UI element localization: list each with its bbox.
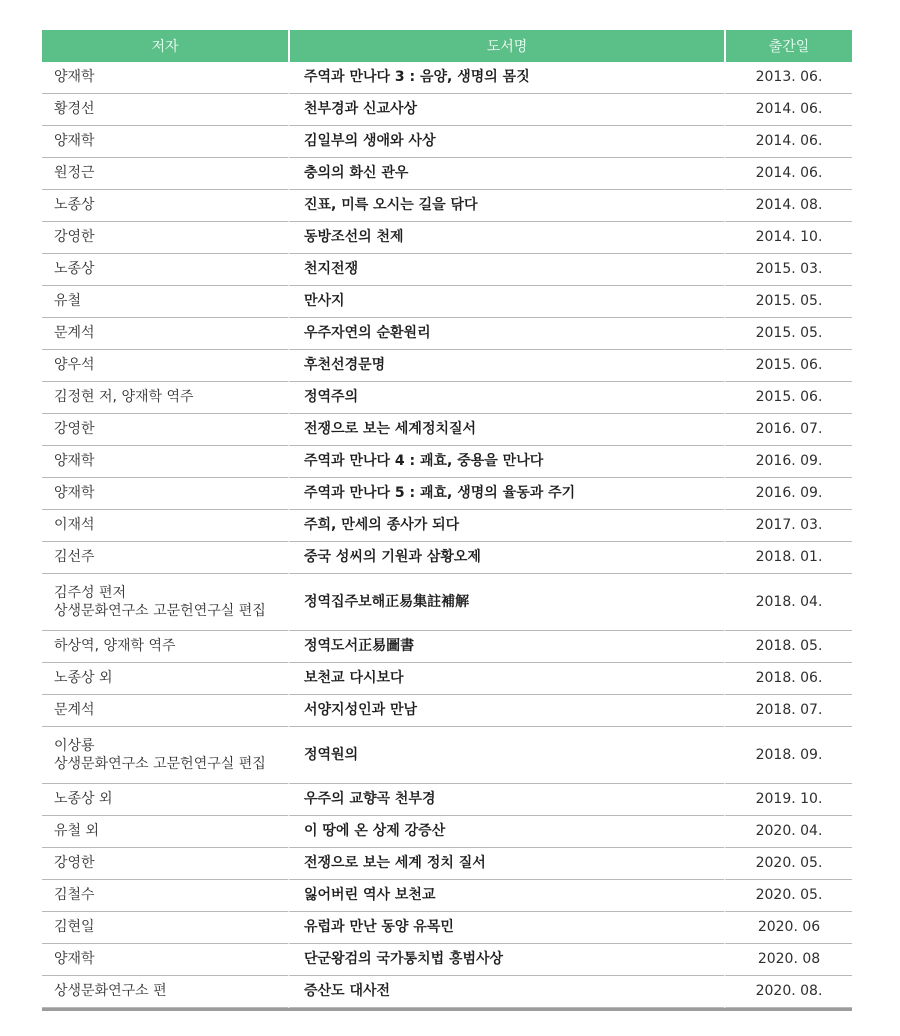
date-cell: 2020. 05. (724, 880, 852, 912)
header-title: 도서명 (288, 30, 724, 62)
author-line: 원정근 (54, 165, 95, 182)
header-author: 저자 (42, 30, 288, 62)
date-cell: 2019. 10. (724, 784, 852, 816)
table-row (42, 848, 852, 880)
table-row (42, 254, 852, 286)
table-row (42, 126, 852, 158)
title-cell: 후천선경문명 (288, 350, 724, 382)
author-line: 강영한 (54, 855, 95, 872)
author-line: 상생문화연구소 편 (54, 983, 167, 1000)
author-line: 김주성 편저 (54, 584, 127, 601)
table-body (42, 62, 852, 1008)
header-date: 출간일 (724, 30, 852, 62)
author-cell (42, 848, 288, 880)
table-row (42, 944, 852, 976)
author-line: 김철수 (54, 887, 95, 904)
title-cell: 우주의 교향곡 천부경 (288, 784, 724, 816)
title-cell: 천지전쟁 (288, 254, 724, 286)
date-cell: 2020. 05. (724, 848, 852, 880)
title-cell: 정역도서正易圖書 (288, 631, 724, 663)
title-cell: 잃어버린 역사 보천교 (288, 880, 724, 912)
table-row (42, 912, 852, 944)
author-cell (42, 944, 288, 976)
author-cell (42, 784, 288, 816)
title-cell: 정역집주보해正易集註補解 (288, 574, 724, 631)
author-cell (42, 727, 288, 784)
title-cell: 김일부의 생애와 사상 (288, 126, 724, 158)
title-cell: 서양지성인과 만남 (288, 695, 724, 727)
author-cell (42, 350, 288, 382)
author-line: 김선주 (54, 549, 95, 566)
title-cell: 증산도 대사전 (288, 976, 724, 1008)
book-list (42, 30, 852, 1011)
author-line: 유철 외 (54, 823, 100, 840)
author-line: 강영한 (54, 229, 95, 246)
table-row (42, 510, 852, 542)
table-row (42, 727, 852, 784)
date-cell: 2014. 06. (724, 158, 852, 190)
title-cell: 만사지 (288, 286, 724, 318)
author-line: 양재학 (54, 69, 95, 86)
author-cell (42, 880, 288, 912)
table-header-row (42, 30, 852, 62)
title-cell: 이 땅에 온 상제 강증산 (288, 816, 724, 848)
table-row (42, 663, 852, 695)
author-line: 노종상 (54, 261, 95, 278)
author-line: 하상역, 양재학 역주 (54, 638, 176, 655)
date-cell: 2013. 06. (724, 62, 852, 94)
author-cell (42, 574, 288, 631)
date-cell: 2020. 08. (724, 976, 852, 1008)
author-cell (42, 663, 288, 695)
author-cell (42, 286, 288, 318)
author-cell (42, 478, 288, 510)
date-cell: 2020. 06 (724, 912, 852, 944)
date-cell: 2020. 08 (724, 944, 852, 976)
table-row (42, 542, 852, 574)
date-cell: 2014. 06. (724, 94, 852, 126)
title-cell: 동방조선의 천제 (288, 222, 724, 254)
table-row (42, 94, 852, 126)
author-cell (42, 912, 288, 944)
author-line: 상생문화연구소 고문헌연구실 편집 (54, 756, 266, 772)
title-cell: 유럽과 만난 동양 유목민 (288, 912, 724, 944)
author-cell (42, 816, 288, 848)
table-row (42, 574, 852, 631)
title-cell: 단군왕검의 국가통치법 홍범사상 (288, 944, 724, 976)
author-cell (42, 190, 288, 222)
author-cell (42, 414, 288, 446)
author-line: 문계석 (54, 702, 95, 719)
date-cell: 2018. 06. (724, 663, 852, 695)
author-cell (42, 542, 288, 574)
author-line: 이재석 (54, 517, 95, 534)
author-line: 상생문화연구소 고문헌연구실 편집 (54, 603, 266, 619)
date-cell: 2020. 04. (724, 816, 852, 848)
title-cell: 전쟁으로 보는 세계 정치 질서 (288, 848, 724, 880)
author-line: 양우석 (54, 357, 95, 374)
date-cell: 2018. 09. (724, 727, 852, 784)
author-cell (42, 62, 288, 94)
author-cell (42, 254, 288, 286)
title-cell: 충의의 화신 관우 (288, 158, 724, 190)
date-cell: 2014. 06. (724, 126, 852, 158)
date-cell: 2016. 07. (724, 414, 852, 446)
author-line: 양재학 (54, 485, 95, 502)
title-cell: 우주자연의 순환원리 (288, 318, 724, 350)
date-cell: 2016. 09. (724, 478, 852, 510)
date-cell: 2015. 05. (724, 286, 852, 318)
author-line: 강영한 (54, 421, 95, 438)
author-cell (42, 126, 288, 158)
author-line: 양재학 (54, 951, 95, 968)
title-cell: 보천교 다시보다 (288, 663, 724, 695)
date-cell: 2015. 06. (724, 350, 852, 382)
author-line: 양재학 (54, 133, 95, 150)
date-cell: 2017. 03. (724, 510, 852, 542)
author-cell (42, 695, 288, 727)
title-cell: 진표, 미륵 오시는 길을 닦다 (288, 190, 724, 222)
table-row (42, 318, 852, 350)
title-cell: 전쟁으로 보는 세계정치질서 (288, 414, 724, 446)
table-bottom-rule (42, 1008, 852, 1011)
author-cell (42, 382, 288, 414)
author-line: 유철 (54, 293, 82, 310)
date-cell: 2018. 01. (724, 542, 852, 574)
table-row (42, 286, 852, 318)
author-cell (42, 318, 288, 350)
table-row (42, 350, 852, 382)
title-cell: 주희, 만세의 종사가 되다 (288, 510, 724, 542)
author-line: 이상룡 (54, 737, 95, 754)
author-line: 노종상 외 (54, 670, 113, 687)
author-line: 양재학 (54, 453, 95, 470)
author-cell (42, 222, 288, 254)
title-cell: 주역과 만나다 3 : 음양, 생명의 몸짓 (288, 62, 724, 94)
table-row (42, 976, 852, 1008)
table-row (42, 446, 852, 478)
title-cell: 주역과 만나다 5 : 괘효, 생명의 율동과 주기 (288, 478, 724, 510)
date-cell: 2015. 06. (724, 382, 852, 414)
date-cell: 2018. 04. (724, 574, 852, 631)
date-cell: 2015. 03. (724, 254, 852, 286)
table-row (42, 816, 852, 848)
table-row (42, 158, 852, 190)
author-line: 김정현 저, 양재학 역주 (54, 389, 194, 406)
table-row (42, 478, 852, 510)
table-row (42, 414, 852, 446)
author-cell (42, 94, 288, 126)
author-cell (42, 976, 288, 1008)
author-cell (42, 631, 288, 663)
title-cell: 정역주의 (288, 382, 724, 414)
title-cell: 주역과 만나다 4 : 괘효, 중용을 만나다 (288, 446, 724, 478)
author-cell (42, 158, 288, 190)
date-cell: 2018. 05. (724, 631, 852, 663)
author-line: 문계석 (54, 325, 95, 342)
table-row (42, 695, 852, 727)
author-line: 노종상 외 (54, 791, 113, 808)
date-cell: 2015. 05. (724, 318, 852, 350)
table-row (42, 382, 852, 414)
book-table (42, 30, 852, 1008)
date-cell: 2016. 09. (724, 446, 852, 478)
author-cell (42, 446, 288, 478)
author-line: 황경선 (54, 101, 95, 118)
date-cell: 2014. 08. (724, 190, 852, 222)
table-row (42, 631, 852, 663)
table-row (42, 880, 852, 912)
author-line: 노종상 (54, 197, 95, 214)
title-cell: 중국 성씨의 기원과 삼황오제 (288, 542, 724, 574)
author-line: 김현일 (54, 919, 95, 936)
title-cell: 정역원의 (288, 727, 724, 784)
table-row (42, 190, 852, 222)
table-row (42, 62, 852, 94)
author-cell (42, 510, 288, 542)
table-row (42, 784, 852, 816)
title-cell: 천부경과 신교사상 (288, 94, 724, 126)
date-cell: 2018. 07. (724, 695, 852, 727)
table-row (42, 222, 852, 254)
date-cell: 2014. 10. (724, 222, 852, 254)
